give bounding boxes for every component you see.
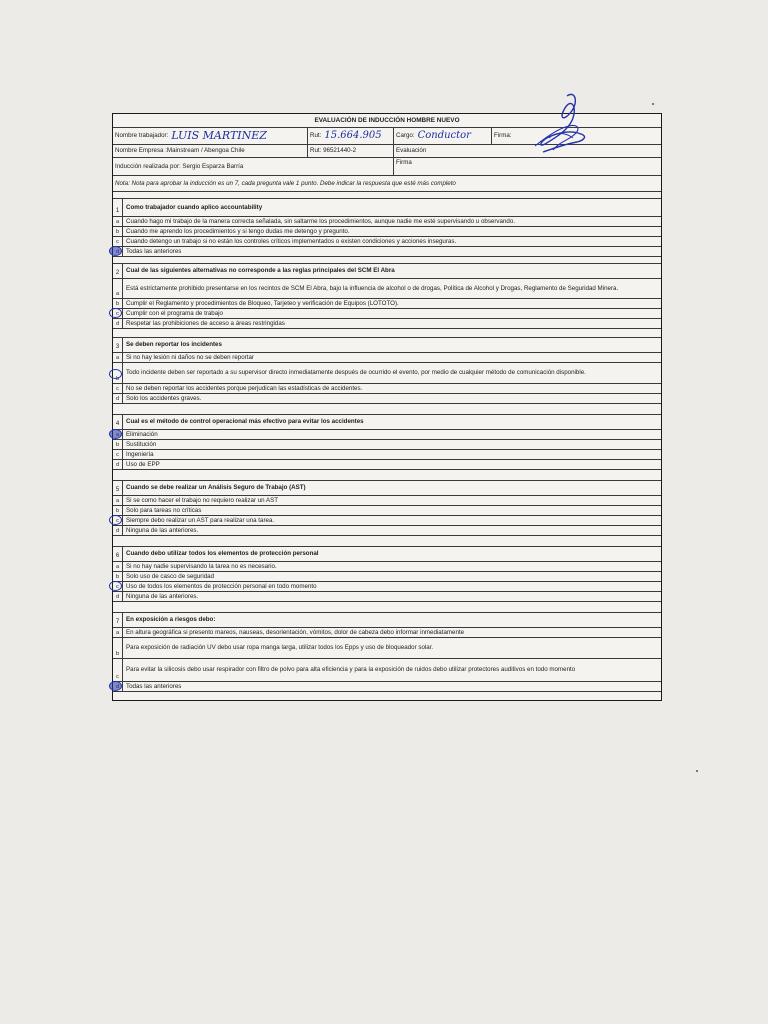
question-1	[113, 199, 661, 217]
option-text: Cuando detengo un trabajo si no están los controles críticos implementados o existen condiciones y acciones inseguras.	[126, 237, 457, 245]
question-text: En exposición a riesgos debo:	[126, 616, 216, 624]
option-1c[interactable]	[113, 237, 661, 247]
answer-circle-icon	[109, 681, 122, 691]
answer-circle-icon	[109, 429, 122, 439]
option-letter: b	[115, 376, 120, 383]
option-text: Si no hay nadie supervisando la tarea no es necesario.	[126, 562, 277, 570]
paper-speck	[696, 770, 698, 772]
question-number: 6	[113, 547, 123, 561]
answer-circle-icon	[109, 515, 122, 525]
option-6c[interactable]	[113, 582, 661, 592]
option-letter: a	[113, 279, 123, 298]
cargo-cell	[394, 128, 492, 144]
option-6a[interactable]	[113, 562, 661, 572]
option-letter-selected	[113, 363, 123, 383]
answer-circle-icon	[109, 308, 122, 318]
worker-name-label: Nombre trabajador:	[115, 132, 169, 140]
question-text: Como trabajador cuando aplico accountability	[126, 203, 263, 211]
option-text: Ninguna de las anteriores.	[126, 592, 199, 600]
form-title-text: EVALUACIÓN DE INDUCCIÓN HOMBRE NUEVO	[314, 116, 460, 124]
option-letter: a	[113, 217, 123, 226]
option-letter: d	[113, 592, 123, 601]
cargo-handwritten: Conductor	[417, 130, 471, 141]
option-text: Siempre debo realizar un AST para realizar una tarea.	[126, 516, 275, 524]
question-number: 2	[113, 264, 123, 278]
spacer	[113, 404, 661, 415]
firma-label: Firma:	[494, 132, 512, 140]
option-letter: b	[113, 440, 123, 449]
option-text: Ninguna de las anteriores.	[126, 526, 199, 534]
cargo-label: Cargo:	[396, 132, 415, 140]
spacer	[113, 602, 661, 613]
option-letter: a	[113, 353, 123, 362]
note-text: Nota: Nota para aprobar la inducción es un 7, cada pregunta vale 1 punto. Debe indicar la respuesta que esté más completo	[115, 179, 456, 187]
company-rut-cell	[308, 145, 394, 157]
option-7a[interactable]	[113, 628, 661, 638]
spacer	[113, 192, 661, 199]
option-text: Sustitución	[126, 440, 157, 448]
option-letter: d	[113, 394, 123, 403]
question-6	[113, 547, 661, 562]
option-2d[interactable]	[113, 319, 661, 329]
option-3d[interactable]	[113, 394, 661, 404]
question-number: 1	[113, 199, 123, 216]
option-letter: d	[113, 319, 123, 328]
option-2c[interactable]	[113, 309, 661, 319]
option-text: Todo incidente deben ser reportado a su supervisor directo inmediatamente después de ocurrido el evento, por medio de cualquier método de comunicación disponible.	[126, 369, 586, 377]
option-text: Ingeniería	[126, 450, 154, 458]
rut-handwritten: 15.664.905	[324, 130, 382, 141]
option-5b[interactable]	[113, 506, 661, 516]
option-text: En altura geográfica si presento mareos, nauseas, desorientación, vómitos, dolor de cabeza debo informar inmediatamente	[126, 628, 465, 636]
question-4	[113, 415, 661, 430]
company-label: Nombre Empresa :Mainstream / Abengoa Chile	[115, 147, 245, 155]
option-text: Uso de EPP	[126, 460, 160, 468]
option-letter: b	[113, 299, 123, 308]
option-text: Respetar las prohibiciones de acceso a áreas restringidas	[126, 319, 285, 327]
option-letter: c	[113, 384, 123, 393]
option-text: Solo para tareas no críticas	[126, 506, 202, 514]
option-letter: d	[113, 460, 123, 469]
option-4a[interactable]	[113, 430, 661, 440]
option-text: Si se como hacer el trabajo no requiero realizar un AST	[126, 496, 279, 504]
rut-label: Rut:	[310, 132, 322, 140]
option-letter-selected	[113, 582, 123, 591]
option-1d[interactable]	[113, 247, 661, 257]
answer-circle-icon	[109, 369, 122, 379]
option-letter: b	[113, 227, 123, 236]
option-6b[interactable]	[113, 572, 661, 582]
option-letter: c	[116, 311, 119, 318]
evaluacion-label: Evaluación	[396, 147, 427, 155]
option-text: Está estrictamente prohibido presentarse en los recintos de SCM El Abra, bajo la influencia de alcohol o de drogas, Política de Alcohol y Drogas, Reglamento de Seguridad Minera.	[126, 284, 619, 292]
option-letter: c	[116, 518, 119, 525]
rut-cell	[308, 128, 394, 144]
question-text: Cuando debo utilizar todos los elementos de protección personal	[126, 550, 319, 558]
option-6d[interactable]	[113, 592, 661, 602]
note-row	[113, 176, 661, 192]
option-text: Eliminación	[126, 430, 158, 438]
option-text: Todas las anteriores	[126, 682, 182, 690]
worker-name-handwritten: LUIS MARTINEZ	[171, 129, 267, 143]
option-text: Solo los accidentes graves.	[126, 394, 202, 402]
signature-icon	[515, 88, 595, 168]
option-text: Cumplir con el programa de trabajo	[126, 309, 223, 317]
question-number: 5	[113, 481, 123, 495]
question-number: 7	[113, 613, 123, 627]
option-5d[interactable]	[113, 526, 661, 536]
option-letter: c	[113, 659, 123, 681]
answer-circle-icon	[109, 246, 122, 256]
option-letter: b	[113, 572, 123, 581]
question-text: Cuando se debe realizar un Análisis Seguro de Trabajo (AST)	[126, 484, 306, 492]
option-1b[interactable]	[113, 227, 661, 237]
option-letter: a	[113, 562, 123, 571]
option-text: Uso de todos los elementos de protección personal en todo momento	[126, 582, 317, 590]
question-text: Cual de las siguientes alternativas no corresponde a las reglas principales del SCM El Abra	[126, 267, 395, 275]
option-5c[interactable]	[113, 516, 661, 526]
note-cell	[113, 176, 661, 191]
option-letter: c	[116, 584, 119, 591]
spacer	[113, 470, 661, 481]
question-5	[113, 481, 661, 496]
option-text: Solo uso de casco de seguridad	[126, 572, 215, 580]
induccion-label: Inducción realizada por: Sergio Esparza Barría	[115, 162, 244, 170]
option-text: Para exposición de radiación UV debo usar ropa manga larga, utilizar todos los Epps y uso de bloqueador solar.	[126, 644, 434, 652]
answer-circle-icon	[109, 581, 122, 591]
option-letter-selected	[113, 247, 123, 256]
option-letter: a	[113, 496, 123, 505]
spacer	[113, 536, 661, 547]
option-text: Cumplir el Reglamento y procedimientos de Bloqueo, Tarjeteo y verificación de Equipos (LOTOTO).	[126, 299, 399, 307]
option-text: Si no hay lesión ni daños no se deben reportar	[126, 353, 254, 361]
option-text: No se deben reportar los accidentes porque perjudican las estadísticas de accidentes.	[126, 384, 363, 392]
option-letter: d	[113, 526, 123, 535]
question-number: 3	[113, 338, 123, 352]
option-7d[interactable]	[113, 682, 661, 692]
option-letter: c	[113, 450, 123, 459]
company-cell	[113, 145, 308, 157]
option-2b[interactable]	[113, 299, 661, 309]
option-3c[interactable]	[113, 384, 661, 394]
option-2a[interactable]	[113, 279, 661, 299]
spacer	[113, 257, 661, 264]
option-7b[interactable]	[113, 638, 661, 659]
option-3b[interactable]	[113, 363, 661, 384]
option-1a[interactable]	[113, 217, 661, 227]
question-7	[113, 613, 661, 628]
induccion-cell	[113, 158, 394, 175]
option-text: Para evitar la silicosis debo usar respirador con filtro de polvo para alta eficiencia y para la exposición de ruidos debo utilizar protectores auditivos en todo momento	[126, 666, 576, 674]
option-letter: a	[113, 628, 123, 637]
option-5a[interactable]	[113, 496, 661, 506]
worker-name-cell	[113, 128, 308, 144]
option-letter-selected	[113, 309, 123, 318]
option-letter-selected	[113, 430, 123, 439]
spacer	[113, 329, 661, 338]
question-3	[113, 338, 661, 353]
spacer	[113, 692, 661, 700]
option-letter: c	[113, 237, 123, 246]
option-text: Cuando me aprendo los procedimientos y si tengo dudas me detengo y pregunto.	[126, 227, 350, 235]
question-text: Cual es el método de control operacional más efectivo para evitar los accidentes	[126, 418, 364, 426]
firma2-label: Firma	[396, 159, 412, 166]
company-rut: Rut: 96521440-2	[310, 147, 357, 155]
option-4d[interactable]	[113, 460, 661, 470]
option-7c[interactable]	[113, 659, 661, 682]
question-number: 4	[113, 415, 123, 429]
question-2	[113, 264, 661, 279]
option-letter: b	[113, 506, 123, 515]
option-4c[interactable]	[113, 450, 661, 460]
option-letter-selected	[113, 682, 123, 691]
option-letter-selected	[113, 516, 123, 525]
paper-speck	[652, 103, 654, 105]
question-text: Se deben reportar los incidentes	[126, 341, 222, 349]
option-3a[interactable]	[113, 353, 661, 363]
option-text: Todas las anteriores	[126, 247, 182, 255]
option-4b[interactable]	[113, 440, 661, 450]
option-text: Cuando hago mi trabajo de la manera correcta señalada, sin saltarme los procedimientos, aunque nadie me esté supervisando u observando.	[126, 217, 516, 225]
induction-form	[112, 113, 662, 701]
option-letter: b	[113, 638, 123, 658]
